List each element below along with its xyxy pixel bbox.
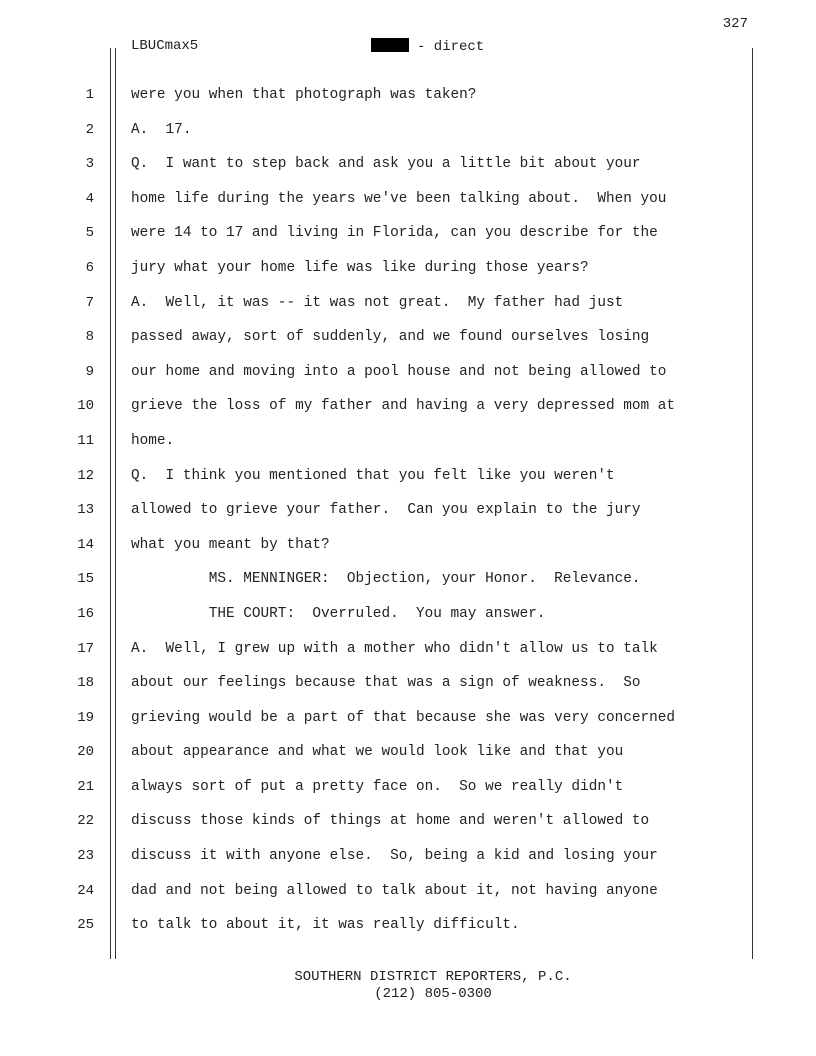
line-number: 13 — [77, 502, 94, 519]
line-number: 15 — [77, 571, 94, 588]
line-number: 4 — [85, 190, 94, 207]
line-number: 8 — [85, 329, 94, 346]
transcript-line: about our feelings because that was a sign of weakness. So — [131, 675, 641, 692]
line-number: 14 — [77, 536, 94, 553]
transcript-line: Q. I think you mentioned that you felt like you weren't — [131, 467, 615, 484]
right-margin-rule — [752, 48, 753, 959]
transcript-line: dad and not being allowed to talk about it, not having anyone — [131, 882, 658, 899]
line-number: 2 — [85, 121, 94, 138]
header-case-code: LBUCmax5 — [131, 38, 199, 54]
line-number: 5 — [85, 225, 94, 242]
transcript-line: jury what your home life was like during those years? — [131, 259, 589, 276]
line-number: 7 — [85, 294, 94, 311]
line-number: 16 — [77, 605, 94, 622]
footer-reporter-name: SOUTHERN DISTRICT REPORTERS, P.C. — [294, 969, 572, 985]
page-number: 327 — [722, 16, 748, 32]
transcript-line: A. 17. — [131, 121, 192, 138]
line-number: 3 — [85, 156, 94, 173]
transcript-line: our home and moving into a pool house and not being allowed to — [131, 363, 667, 380]
transcript-line: home. — [131, 432, 175, 449]
line-number: 21 — [77, 778, 94, 795]
line-number: 18 — [77, 675, 94, 692]
line-number: 25 — [77, 917, 94, 934]
transcript-line: allowed to grieve your father. Can you explain to the jury — [131, 502, 641, 519]
line-number-column — [60, 83, 94, 948]
transcript-line: passed away, sort of suddenly, and we found ourselves losing — [131, 329, 650, 346]
line-number: 17 — [77, 640, 94, 657]
line-number: 9 — [85, 363, 94, 380]
transcript-line: grieving would be a part of that because she was very concerned — [131, 709, 676, 726]
redaction-box — [371, 38, 409, 52]
transcript-line: about appearance and what we would look like and that you — [131, 744, 624, 761]
transcript-line: A. Well, I grew up with a mother who didn't allow us to talk — [131, 640, 658, 657]
transcript-line: discuss it with anyone else. So, being a kid and losing your — [131, 848, 658, 865]
line-number: 1 — [85, 87, 94, 103]
transcript-line: what you meant by that? — [131, 536, 330, 553]
footer — [0, 969, 816, 1003]
line-number: 6 — [85, 259, 94, 276]
transcript-body — [131, 83, 746, 948]
transcript-line: grieve the loss of my father and having a very depressed mom at — [131, 398, 676, 415]
transcript-line: always sort of put a pretty face on. So we really didn't — [131, 778, 624, 795]
transcript-line: were you when that photograph was taken? — [131, 87, 477, 103]
header-witness — [371, 38, 484, 55]
line-number: 23 — [77, 848, 94, 865]
line-number: 10 — [77, 398, 94, 415]
line-number: 11 — [77, 432, 94, 449]
transcript-line: discuss those kinds of things at home and weren't allowed to — [131, 813, 650, 830]
line-number: 12 — [77, 467, 94, 484]
line-number: 22 — [77, 813, 94, 830]
transcript-line: Q. I want to step back and ask you a little bit about your — [131, 156, 641, 173]
line-number: 19 — [77, 709, 94, 726]
transcript-line: THE COURT: Overruled. You may answer. — [131, 605, 546, 622]
transcript-line: were 14 to 17 and living in Florida, can you describe for the — [131, 225, 658, 242]
left-margin-rule — [110, 48, 111, 959]
line-number: 20 — [77, 744, 94, 761]
header-examination-type: - direct — [417, 39, 485, 55]
left-margin-rule-inner — [115, 48, 116, 959]
transcript-line: A. Well, it was -- it was not great. My father had just — [131, 294, 624, 311]
footer-phone: (212) 805-0300 — [374, 986, 492, 1002]
transcript-line: MS. MENNINGER: Objection, your Honor. Relevance. — [131, 571, 641, 588]
transcript-line: to talk to about it, it was really difficult. — [131, 917, 520, 934]
line-number: 24 — [77, 882, 94, 899]
transcript-line: home life during the years we've been talking about. When you — [131, 190, 667, 207]
